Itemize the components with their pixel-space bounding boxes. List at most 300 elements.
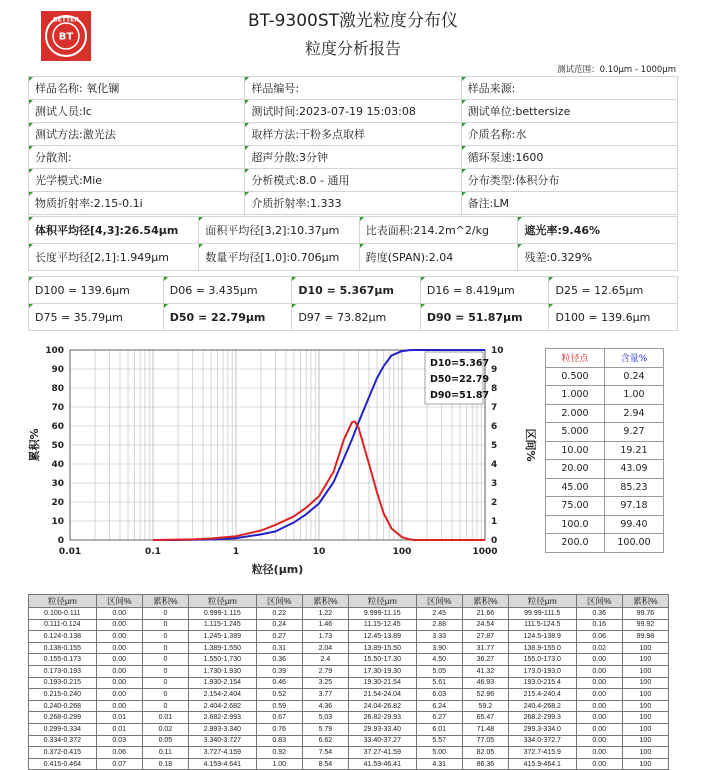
data-table-cell: 0 (142, 689, 188, 701)
data-table-cell: 0 (142, 619, 188, 631)
data-table-cell: 1.245-1.389 (188, 631, 256, 643)
point-table-header (546, 349, 664, 368)
info-cell: 光学模式:Mie (29, 169, 245, 192)
point-table-row (546, 386, 664, 405)
data-table-cell: 41.32 (462, 665, 508, 677)
data-table-cell: 100 (622, 642, 668, 654)
data-table-header-cell: 累积% (142, 595, 188, 608)
point-table-row (546, 478, 664, 497)
data-table-cell: 17.30-19.30 (348, 665, 416, 677)
data-table-cell: 0.00 (576, 677, 622, 689)
data-table-cell: 2.04 (302, 642, 348, 654)
data-table-header-cell: 粒径μm (29, 595, 97, 608)
table-row (29, 723, 669, 735)
data-table-cell: 0.111-0.124 (29, 619, 97, 631)
data-table-cell: 0.06 (96, 747, 142, 759)
data-table-cell: 0.415-0.464 (29, 758, 97, 770)
data-table-cell: 0.05 (142, 735, 188, 747)
data-table-cell: 0.00 (96, 619, 142, 631)
point-table-cell: 0.24 (605, 367, 664, 386)
y-right-axis-label: 区间% (524, 428, 537, 462)
data-table-cell: 0.01 (96, 723, 142, 735)
y-left-tick-label: 100 (45, 346, 64, 356)
info-cell: 分布类型:体积分布 (461, 169, 677, 192)
data-table-cell: 2.993-3.340 (188, 723, 256, 735)
info-cell: 超声分散:3分钟 (245, 146, 461, 169)
data-table-cell: 0 (142, 631, 188, 643)
data-table-cell: 82.05 (462, 747, 508, 759)
dvalues-cell: D16 = 8.419μm (420, 277, 549, 304)
data-table-cell: 0.52 (256, 689, 302, 701)
point-table-cell: 43.09 (605, 460, 664, 479)
info-cell: 介质名称:水 (461, 123, 677, 146)
y-left-tick-label: 70 (51, 403, 64, 413)
data-table-cell: 15.50-17.30 (348, 654, 416, 666)
data-table-cell: 0.372-0.415 (29, 747, 97, 759)
averages-cell: 长度平均径[2,1]:1.949μm (29, 244, 199, 271)
data-table-cell: 0.00 (96, 689, 142, 701)
data-table-cell: 0.00 (576, 689, 622, 701)
data-table-cell: 0 (142, 642, 188, 654)
data-table-cell: 4.50 (416, 654, 462, 666)
data-table-cell: 0.100-0.111 (29, 608, 97, 620)
point-table-cell: 9.27 (605, 423, 664, 442)
logo-mono: BT (58, 31, 74, 43)
data-table-cell: 6.27 (416, 712, 462, 724)
data-table-cell: 0.83 (256, 735, 302, 747)
data-table-cell: 100 (622, 700, 668, 712)
point-table-row (546, 441, 664, 460)
data-table-cell: 99.99-111.5 (508, 608, 576, 620)
data-table-cell: 193.0-215.4 (508, 677, 576, 689)
data-table-cell: 0.01 (142, 712, 188, 724)
info-cell: 测试单位:bettersize (461, 100, 677, 123)
data-table-cell: 3.340-3.727 (188, 735, 256, 747)
data-table-cell: 1.46 (302, 619, 348, 631)
data-table-cell: 334.0-372.7 (508, 735, 576, 747)
point-table-cell: 5.000 (546, 423, 605, 442)
point-table-cell: 19.21 (605, 441, 664, 460)
data-table-cell: 0.00 (576, 712, 622, 724)
data-table-cell: 0.00 (96, 665, 142, 677)
data-table-cell: 2.45 (416, 608, 462, 620)
x-tick-label: 0.1 (145, 547, 161, 557)
averages-cell: 数量平均径[1,0]:0.706μm (199, 244, 359, 271)
data-table-cell: 0 (142, 608, 188, 620)
table-row (29, 758, 669, 770)
data-table-cell: 0.67 (256, 712, 302, 724)
data-table-cell: 1.73 (302, 631, 348, 643)
data-table-cell: 0.22 (256, 608, 302, 620)
data-table-cell: 1.22 (302, 608, 348, 620)
data-table-cell: 21.54-24.04 (348, 689, 416, 701)
point-table-cell: 100.00 (605, 534, 664, 553)
data-table-cell: 0.00 (576, 723, 622, 735)
info-cell: 样品来源: (461, 77, 677, 100)
data-table-cell: 0.92 (256, 747, 302, 759)
dvalues-cell: D100 = 139.6μm (549, 304, 678, 331)
point-table-row (546, 367, 664, 386)
data-table-cell: 299.3-334.0 (508, 723, 576, 735)
data-table-cell: 155.0-173.0 (508, 654, 576, 666)
data-table-cell: 5.61 (416, 677, 462, 689)
x-tick-label: 10 (312, 547, 326, 557)
data-table-cell: 0.00 (96, 631, 142, 643)
averages-table (28, 216, 678, 271)
info-cell: 样品名称: 氧化镧 (29, 77, 245, 100)
data-table-cell: 0.00 (96, 654, 142, 666)
y-right-tick-label: 7 (491, 403, 498, 413)
data-table-cell: 3.25 (302, 677, 348, 689)
data-table-cell: 100 (622, 735, 668, 747)
table-row (29, 700, 669, 712)
y-left-tick-label: 20 (51, 498, 64, 508)
annotation-label: D90=51.87 (430, 390, 490, 401)
point-table-cell: 1.00 (605, 386, 664, 405)
data-table-header-cell: 区间% (256, 595, 302, 608)
averages-row (29, 244, 678, 271)
y-right-tick-label: 0 (491, 536, 498, 546)
point-table-cell: 2.94 (605, 404, 664, 423)
data-table-cell: 1.550-1.730 (188, 654, 256, 666)
table-row (29, 608, 669, 620)
data-table-cell: 100 (622, 689, 668, 701)
data-table-cell: 6.01 (416, 723, 462, 735)
info-row (29, 77, 678, 100)
data-table-cell: 5.00 (416, 747, 462, 759)
averages-cell: 遮光率:9.46% (518, 217, 678, 244)
data-table-cell: 0.02 (576, 642, 622, 654)
data-table-cell: 100 (622, 665, 668, 677)
data-table-cell: 0.36 (576, 608, 622, 620)
averages-cell: 体积平均径[4,3]:26.54μm (29, 217, 199, 244)
point-table-cell: 45.00 (546, 478, 605, 497)
data-table-cell: 86.36 (462, 758, 508, 770)
y-left-tick-label: 30 (51, 479, 64, 489)
data-table-cell: 0.299-0.334 (29, 723, 97, 735)
data-table-cell: 5.05 (416, 665, 462, 677)
range-note: 测试范围：0.10μm - 1000μm (557, 65, 676, 75)
dvalues-cell: D50 = 22.79μm (163, 304, 292, 331)
data-table-cell: 0.16 (576, 619, 622, 631)
data-table-cell: 138.9-155.0 (508, 642, 576, 654)
point-table-cell: 99.40 (605, 515, 664, 534)
point-table-cell: 200.0 (546, 534, 605, 553)
data-table-cell: 36.27 (462, 654, 508, 666)
x-axis-label: 粒径(μm) (251, 563, 304, 576)
averages-cell: 跨度(SPAN):2.04 (359, 244, 518, 271)
point-table-cell: 1.000 (546, 386, 605, 405)
info-cell: 物质折射率:2.15-0.1i (29, 192, 245, 215)
table-row (29, 619, 669, 631)
data-table-cell: 52.96 (462, 689, 508, 701)
data-table-cell: 0.76 (256, 723, 302, 735)
y-right-tick-label: 6 (491, 422, 498, 432)
data-table-cell: 0.59 (256, 700, 302, 712)
data-table-cell: 0.138-0.155 (29, 642, 97, 654)
data-table-cell: 0.173-0.193 (29, 665, 97, 677)
info-row (29, 100, 678, 123)
info-row (29, 146, 678, 169)
dvalues-cell: D75 = 35.79μm (29, 304, 164, 331)
data-table-cell: 0.268-0.299 (29, 712, 97, 724)
sample-info-table (28, 76, 678, 215)
dvalues-cell: D06 = 3.435μm (163, 277, 292, 304)
point-table-cell: 100.0 (546, 515, 605, 534)
data-table-header-cell: 粒径μm (348, 595, 416, 608)
info-row (29, 169, 678, 192)
data-table-cell: 0.00 (576, 758, 622, 770)
y-right-tick-label: 10 (491, 346, 504, 356)
page-subtitle: 粒度分析报告 (304, 39, 401, 58)
y-left-tick-label: 60 (51, 422, 64, 432)
point-table-row (546, 515, 664, 534)
info-cell: 分散剂: (29, 146, 245, 169)
data-table-cell: 0.01 (96, 712, 142, 724)
data-table-cell: 2.682-2.993 (188, 712, 256, 724)
data-table-cell: 0.00 (96, 677, 142, 689)
data-table-cell: 0.155-0.173 (29, 654, 97, 666)
data-table-cell: 13.89-15.50 (348, 642, 416, 654)
data-table-cell: 77.05 (462, 735, 508, 747)
chart-grid (70, 350, 485, 540)
data-table-cell: 0.18 (142, 758, 188, 770)
data-table-cell: 100 (622, 654, 668, 666)
data-table-cell: 29.93-33.40 (348, 723, 416, 735)
data-table-cell: 100 (622, 758, 668, 770)
data-table-cell: 2.404-2.682 (188, 700, 256, 712)
data-table-cell: 0.124-0.138 (29, 631, 97, 643)
dvalues-cell: D90 = 51.87μm (420, 304, 549, 331)
data-table-cell: 0 (142, 677, 188, 689)
data-table-cell: 59.2 (462, 700, 508, 712)
data-table-cell: 7.54 (302, 747, 348, 759)
data-table-cell: 4.159-4.641 (188, 758, 256, 770)
data-table-cell: 0.36 (256, 654, 302, 666)
info-cell: 测试时间:2023-07-19 15:03:08 (245, 100, 461, 123)
averages-cell: 残差:0.329% (518, 244, 678, 271)
y-left-tick-label: 40 (51, 460, 64, 470)
point-table-row (546, 497, 664, 516)
data-table-cell: 5.79 (302, 723, 348, 735)
distribution-data-table (28, 594, 669, 770)
data-table-cell: 0.00 (96, 700, 142, 712)
data-table-cell: 6.03 (416, 689, 462, 701)
data-table-cell: 111.5-124.5 (508, 619, 576, 631)
x-tick-label: 1 (232, 547, 240, 557)
d-values-table (28, 276, 678, 331)
chart-labels (27, 346, 538, 576)
point-table-cell: 20.00 (546, 460, 605, 479)
data-table-cell: 99.92 (622, 619, 668, 631)
data-table-cell: 0.11 (142, 747, 188, 759)
x-tick-label: 100 (392, 547, 412, 557)
data-table-cell: 41.59-46.41 (348, 758, 416, 770)
data-table-cell: 5.03 (302, 712, 348, 724)
point-table-cell: 97.18 (605, 497, 664, 516)
table-row (29, 747, 669, 759)
point-table-cell: 85.23 (605, 478, 664, 497)
data-table-cell: 100 (622, 747, 668, 759)
table-row (29, 642, 669, 654)
table-row (29, 689, 669, 701)
data-table-cell: 0 (142, 665, 188, 677)
point-table-row (546, 460, 664, 479)
distribution-chart (0, 340, 540, 580)
data-table-cell: 1.730-1.930 (188, 665, 256, 677)
data-table-cell: 2.79 (302, 665, 348, 677)
data-table-cell: 0.215-0.240 (29, 689, 97, 701)
data-table-cell: 0.334-0.372 (29, 735, 97, 747)
data-table-cell: 9.999-11.15 (348, 608, 416, 620)
data-table-cell: 0.00 (96, 642, 142, 654)
data-table-header-cell: 区间% (576, 595, 622, 608)
point-table-cell: 75.00 (546, 497, 605, 516)
table-row (29, 735, 669, 747)
info-cell: 备注:LM (461, 192, 677, 215)
annotation-label: D10=5.367 (430, 358, 490, 369)
data-table-cell: 0.00 (576, 747, 622, 759)
data-table-cell: 2.88 (416, 619, 462, 631)
data-table-cell: 37.27-41.59 (348, 747, 416, 759)
data-table-cell: 1.930-2.154 (188, 677, 256, 689)
data-table-cell: 0.00 (576, 700, 622, 712)
info-cell: 介质折射率:1.333 (245, 192, 461, 215)
y-right-tick-label: 1 (491, 517, 498, 527)
data-table-cell: 3.33 (416, 631, 462, 643)
data-table-cell: 46.93 (462, 677, 508, 689)
table-row (29, 631, 669, 643)
dvalues-cell: D100 = 139.6μm (29, 277, 164, 304)
data-table-cell: 33.40-37.27 (348, 735, 416, 747)
data-table-cell: 5.57 (416, 735, 462, 747)
data-table-cell: 31.77 (462, 642, 508, 654)
data-table-cell: 2.4 (302, 654, 348, 666)
point-table-row (546, 404, 664, 423)
logo-text: BETTER (53, 16, 79, 24)
data-table-cell: 3.727-4.159 (188, 747, 256, 759)
y-left-tick-label: 50 (51, 441, 64, 451)
data-table-cell: 0.00 (576, 665, 622, 677)
data-table-cell: 26.82-29.93 (348, 712, 416, 724)
point-table (545, 348, 664, 553)
data-table-cell: 100 (622, 677, 668, 689)
data-table-cell: 0.999-1.115 (188, 608, 256, 620)
data-table-cell: 0 (142, 700, 188, 712)
annotation-label: D50=22.79 (430, 374, 490, 385)
data-table-cell: 1.115-1.245 (188, 619, 256, 631)
data-table-cell: 372.7-415.9 (508, 747, 576, 759)
point-table-row (546, 423, 664, 442)
data-table-cell: 27.87 (462, 631, 508, 643)
y-left-tick-label: 10 (51, 517, 64, 527)
data-table-cell: 4.31 (416, 758, 462, 770)
info-cell: 测试人员:lc (29, 100, 245, 123)
data-table-cell: 0.06 (576, 631, 622, 643)
point-table-cell: 2.000 (546, 404, 605, 423)
data-table-header-cell: 累积% (302, 595, 348, 608)
data-table-cell: 8.54 (302, 758, 348, 770)
data-table-cell: 0 (142, 654, 188, 666)
data-table-header-cell: 区间% (96, 595, 142, 608)
y-right-tick-label: 5 (491, 441, 498, 451)
data-table-cell: 21.66 (462, 608, 508, 620)
y-left-tick-label: 0 (57, 536, 64, 546)
report-header (0, 0, 706, 75)
data-table-cell: 100 (622, 723, 668, 735)
table-row (29, 712, 669, 724)
data-table-cell: 240.4-268.2 (508, 700, 576, 712)
point-table-header-cell: 粒径点 (546, 349, 605, 368)
data-table-header-cell: 粒径μm (508, 595, 576, 608)
y-right-tick-label: 3 (491, 479, 498, 489)
averages-cell: 面积平均径[3,2]:10.37μm (199, 217, 359, 244)
y-left-tick-label: 80 (51, 384, 64, 394)
data-table-header-cell: 累积% (622, 595, 668, 608)
info-row (29, 192, 678, 215)
info-cell: 样品编号: (245, 77, 461, 100)
info-cell: 循环泵速:1600 (461, 146, 677, 169)
data-table-cell: 0.240-0.268 (29, 700, 97, 712)
data-table-cell: 3.77 (302, 689, 348, 701)
data-table-cell: 0.39 (256, 665, 302, 677)
data-table-cell: 11.15-12.45 (348, 619, 416, 631)
dvalues-row (29, 277, 678, 304)
data-table-cell: 71.48 (462, 723, 508, 735)
point-table-row (546, 534, 664, 553)
x-tick-label: 0.01 (58, 547, 82, 557)
data-table-cell: 12.45-13.89 (348, 631, 416, 643)
table-row (29, 677, 669, 689)
info-cell: 取样方法:干粉多点取样 (245, 123, 461, 146)
info-cell: 测试方法:激光法 (29, 123, 245, 146)
data-table-cell: 99.98 (622, 631, 668, 643)
point-table-cell: 10.00 (546, 441, 605, 460)
data-table-cell: 0.24 (256, 619, 302, 631)
data-table-cell: 1.389-1.550 (188, 642, 256, 654)
data-table-header-cell: 粒径μm (188, 595, 256, 608)
data-table-header-cell: 区间% (416, 595, 462, 608)
info-row (29, 123, 678, 146)
x-tick-label: 1000 (472, 547, 498, 557)
point-table-header-cell: 含量% (605, 349, 664, 368)
data-table-cell: 173.0-193.0 (508, 665, 576, 677)
data-table-cell: 100 (622, 712, 668, 724)
y-right-tick-label: 8 (491, 384, 498, 394)
info-cell: 分析模式:8.0 - 通用 (245, 169, 461, 192)
table-row (29, 665, 669, 677)
dvalues-cell: D25 = 12.65μm (549, 277, 678, 304)
data-table-cell: 415.9-464.1 (508, 758, 576, 770)
y-right-tick-label: 2 (491, 498, 498, 508)
data-table-cell: 0.00 (576, 735, 622, 747)
data-table-cell: 6.62 (302, 735, 348, 747)
data-table-cell: 0.02 (142, 723, 188, 735)
data-table-cell: 4.36 (302, 700, 348, 712)
data-table-cell: 3.90 (416, 642, 462, 654)
data-table-header (29, 595, 669, 608)
page-title: BT-9300ST激光粒度分布仪 (247, 11, 459, 31)
y-right-tick-label: 4 (491, 460, 498, 470)
data-table-cell: 0.03 (96, 735, 142, 747)
y-left-axis-label: 累积% (28, 428, 41, 462)
y-left-tick-label: 90 (51, 365, 64, 375)
data-table-cell: 0.00 (576, 654, 622, 666)
dvalues-row (29, 304, 678, 331)
data-table-cell: 0.193-0.215 (29, 677, 97, 689)
data-table-cell: 19.30-21.54 (348, 677, 416, 689)
table-row (29, 654, 669, 666)
